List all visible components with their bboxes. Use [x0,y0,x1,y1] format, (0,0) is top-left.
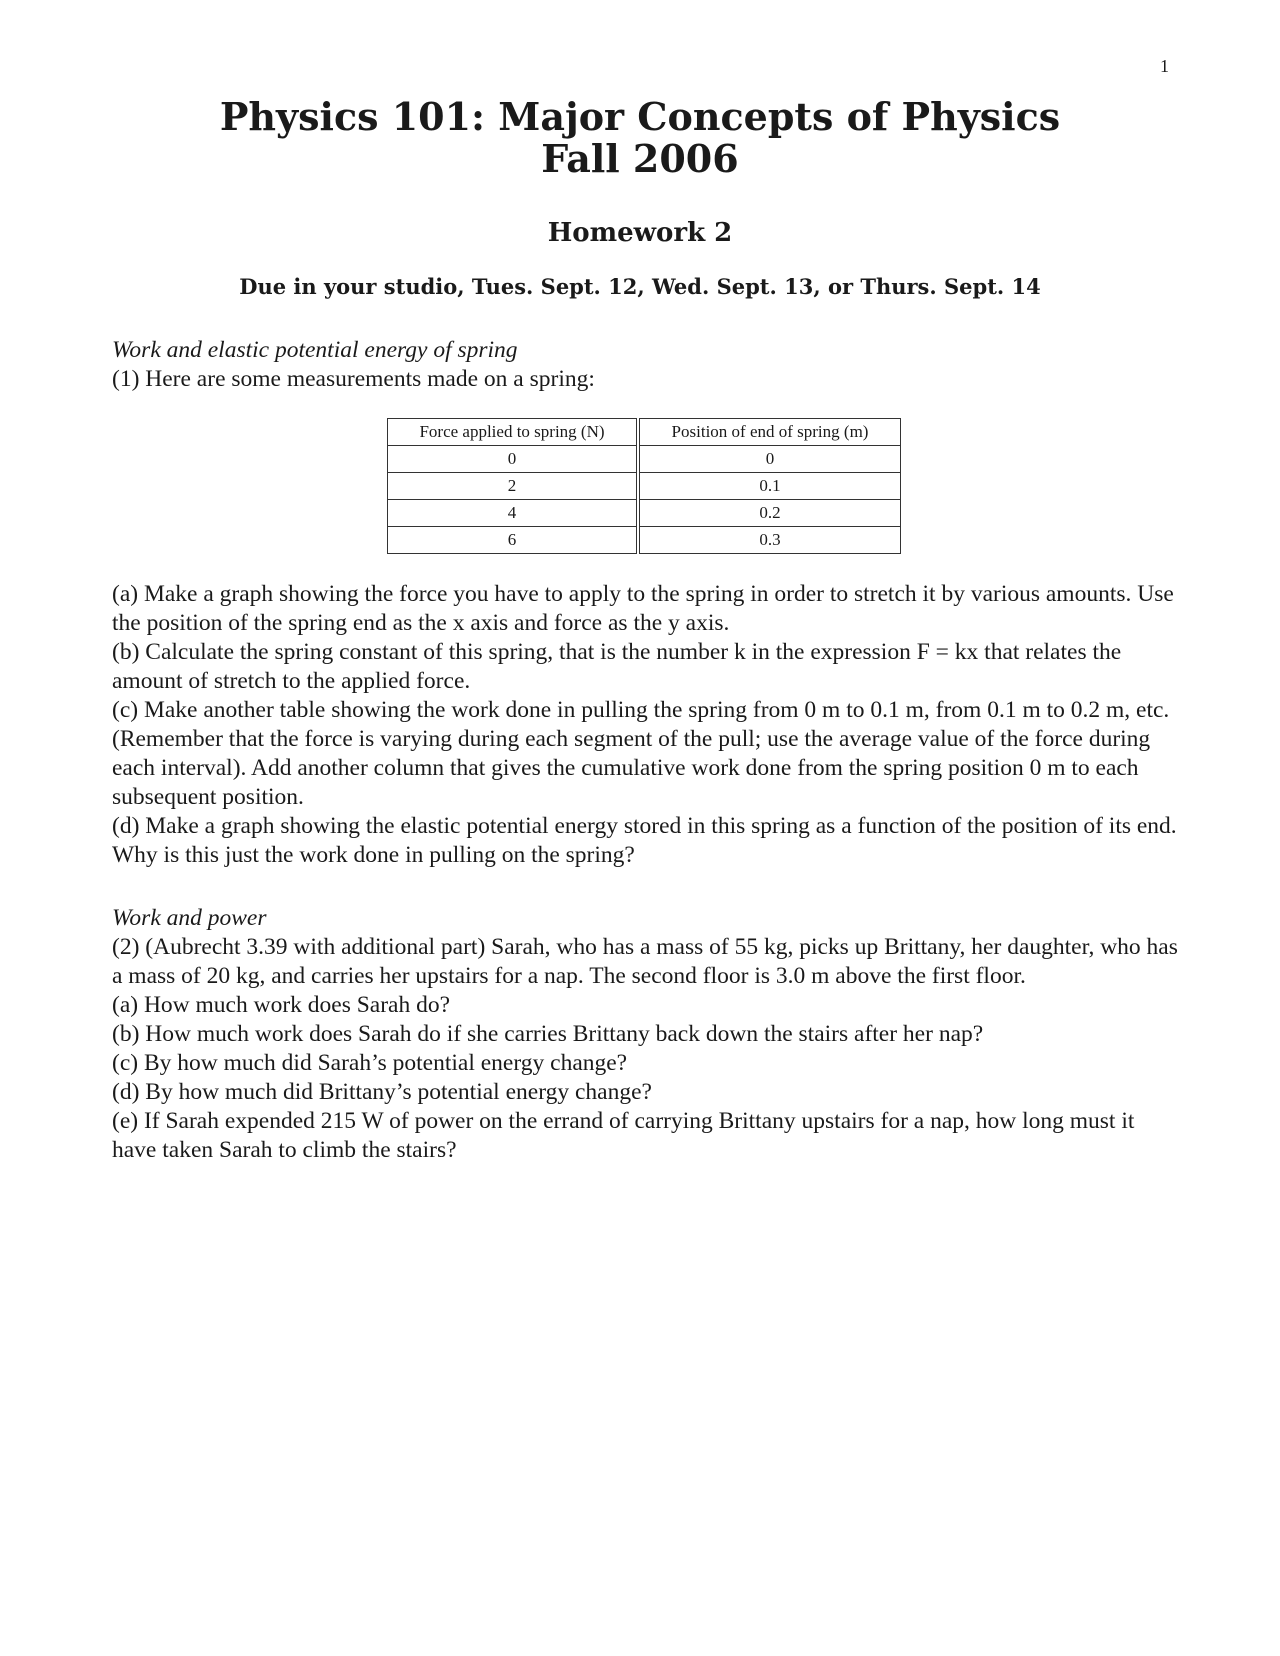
table-cell: 0.3 [638,527,901,554]
table-header-position: Position of end of spring (m) [638,419,901,446]
table-cell: 2 [388,473,639,500]
table-header-row [388,419,901,446]
question-part-2d: (d) By how much did Brittany’s potential energy change? [112,1079,652,1105]
table-cell: 4 [388,500,639,527]
question-part-2e: (e) If Sarah expended 215 W of power on the errand of carrying Brittany upstairs for a nap, how long must it have taken Sarah to climb the stairs? [112,1108,1135,1163]
table-cell: 0 [388,446,639,473]
section-1-parts [112,580,1182,870]
section-2-intro: (2) (Aubrecht 3.39 with additional part) Sarah, who has a mass of 55 kg, picks up Brittany, her daughter, who has a mass of 20 kg, and carries her upstairs for a nap. The second floor is 3.0 m above the first floor. [112,934,1178,989]
section-2 [112,904,1182,1165]
page-title [0,96,1280,180]
question-part-1a: (a) Make a graph showing the force you have to apply to the spring in order to stretch it by various amounts. Use the position of the spring end as the x axis and force as the y axis. [112,581,1174,636]
question-part-2a: (a) How much work does Sarah do? [112,992,451,1018]
question-part-1d: (d) Make a graph showing the elastic potential energy stored in this spring as a function of the position of its end. Why is this just the work done in pulling on the spring? [112,813,1177,868]
homework-heading: Homework 2 [547,218,733,248]
question-part-2c: (c) By how much did Sarah’s potential energy change? [112,1050,628,1076]
table-row [388,446,901,473]
spring-measurements-table [387,418,901,554]
table-row [388,473,901,500]
title-line-2: Fall 2006 [541,136,739,181]
question-part-2b: (b) How much work does Sarah do if she carries Brittany back down the stairs after her nap? [112,1021,984,1047]
table-cell: 6 [388,527,639,554]
question-part-1c: (c) Make another table showing the work done in pulling the spring from 0 m to 0.1 m, from 0.1 m to 0.2 m, etc. (Remember that the force is varying during each segment of the pull; use the average value of the force during each interval). Add another column that gives the cumulative work done from the spring position 0 m to each subsequent position. [112,697,1170,810]
table-header-force: Force applied to spring (N) [388,419,639,446]
title-line-1: Physics 101: Major Concepts of Physics [219,94,1061,139]
section-1-heading: Work and elastic potential energy of spring [112,337,518,363]
page-number: 1 [1160,56,1169,76]
section-2-heading: Work and power [112,905,267,931]
question-part-1b: (b) Calculate the spring constant of this spring, that is the number k in the expression F = kx that relates the amount of stretch to the applied force. [112,639,1122,694]
table-row [388,500,901,527]
table-cell: 0 [638,446,901,473]
table-cell: 0.1 [638,473,901,500]
table-row [388,527,901,554]
section-1-header [112,336,1182,394]
table-cell: 0.2 [638,500,901,527]
section-1-intro: (1) Here are some measurements made on a spring: [112,366,595,392]
due-date-line: Due in your studio, Tues. Sept. 12, Wed. Sept. 13, or Thurs. Sept. 14 [239,274,1041,299]
